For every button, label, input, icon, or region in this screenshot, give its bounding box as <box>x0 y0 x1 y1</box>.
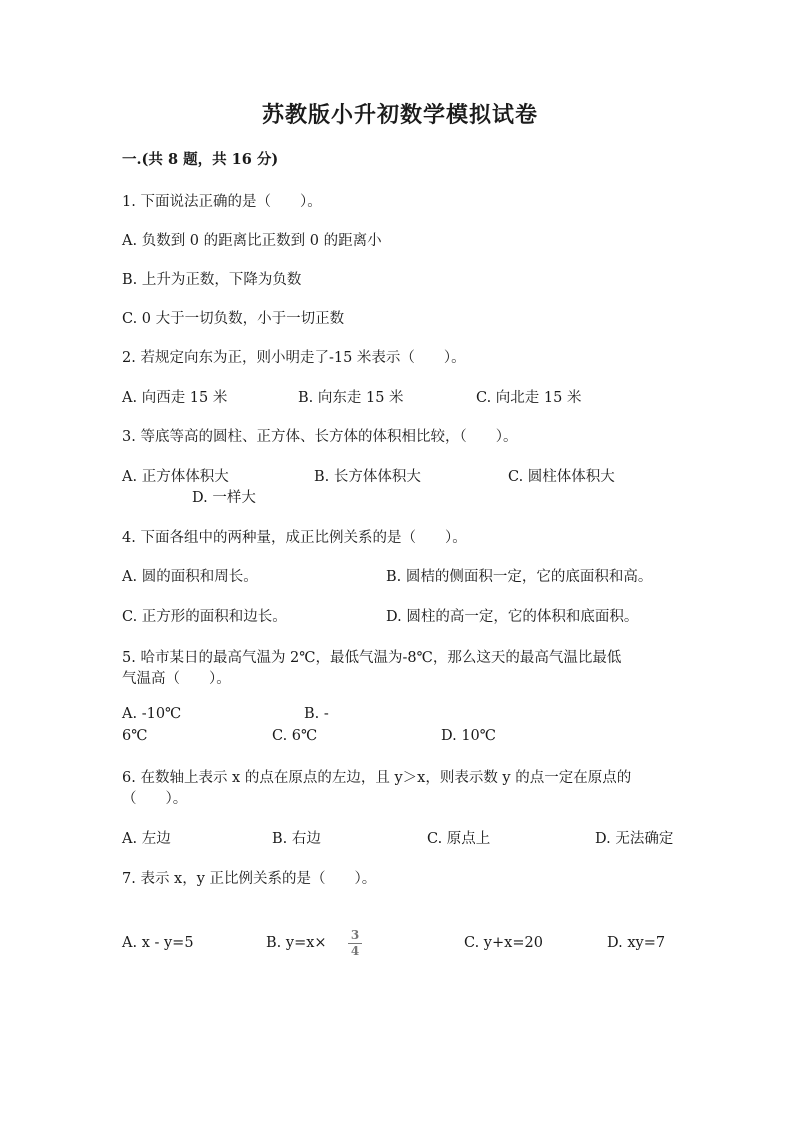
question-4-option-a: A. 圆的面积和周长。 <box>122 569 258 585</box>
question-1-option-a: A. 负数到 0 的距离比正数到 0 的距离小 <box>122 233 382 249</box>
question-6-stem-line-1: 6. 在数轴上表示 x 的点在原点的左边，且 y＞x，则表示数 y 的点一定在原点的 <box>122 770 632 786</box>
fraction-denominator: 4 <box>350 944 360 958</box>
fraction-three-quarters <box>347 929 363 958</box>
question-5-option-b-part-1: B. - <box>304 706 329 722</box>
question-2-stem: 2. 若规定向东为正，则小明走了-15 米表示（ ）。 <box>122 350 466 366</box>
section-heading: 一.(共 8 题，共 16 分) <box>122 151 279 168</box>
question-6-option-a: A. 左边 <box>122 831 171 847</box>
question-6-stem-line-2: （ ）。 <box>122 791 188 807</box>
question-7-option-b: B. y=x× <box>266 935 327 951</box>
question-4-option-d: D. 圆柱的高一定，它的体积和底面积。 <box>386 609 639 625</box>
question-7-option-c: C. y+x=20 <box>464 935 543 951</box>
question-5-option-b-part-2: 6℃ <box>122 728 148 744</box>
question-5-stem-line-2: 气温高（ ）。 <box>122 671 231 687</box>
question-1-option-b: B. 上升为正数，下降为负数 <box>122 272 302 288</box>
question-7-option-d: D. xy=7 <box>607 935 666 951</box>
question-4-stem: 4. 下面各组中的两种量，成正比例关系的是（ ）。 <box>122 530 467 546</box>
question-3-option-c: C. 圆柱体体积大 <box>508 469 615 485</box>
question-1-stem: 1. 下面说法正确的是（ ）。 <box>122 194 322 210</box>
question-3-option-b: B. 长方体体积大 <box>314 469 421 485</box>
question-6-option-c: C. 原点上 <box>427 831 491 847</box>
question-3-stem: 3. 等底等高的圆柱、正方体、长方体的体积相比较，（ ）。 <box>122 429 518 445</box>
question-5-option-c: C. 6℃ <box>272 728 318 744</box>
question-5-option-d: D. 10℃ <box>441 728 496 744</box>
question-3-option-a: A. 正方体体积大 <box>122 469 229 485</box>
question-3-option-d: D. 一样大 <box>192 490 256 506</box>
question-2-option-a: A. 向西走 15 米 <box>122 390 228 406</box>
page-title: 苏教版小升初数学模拟试卷 <box>261 102 538 128</box>
question-2-option-b: B. 向东走 15 米 <box>298 390 404 406</box>
question-5-stem-line-1: 5. 哈市某日的最高气温为 2℃，最低气温为-8℃，那么这天的最高气温比最低 <box>122 650 622 666</box>
question-4-option-b: B. 圆桔的侧面积一定，它的底面积和高。 <box>386 569 653 585</box>
question-6-option-b: B. 右边 <box>272 831 321 847</box>
question-7-option-a: A. x - y=5 <box>122 935 194 951</box>
question-7-stem: 7. 表示 x，y 正比例关系的是（ ）。 <box>122 871 377 887</box>
question-1-option-c: C. 0 大于一切负数，小于一切正数 <box>122 311 345 327</box>
question-4-option-c: C. 正方形的面积和边长。 <box>122 609 287 625</box>
question-5-option-a: A. -10℃ <box>122 706 182 722</box>
question-2-option-c: C. 向北走 15 米 <box>476 390 582 406</box>
question-6-option-d: D. 无法确定 <box>595 831 674 847</box>
fraction-numerator: 3 <box>350 928 360 942</box>
